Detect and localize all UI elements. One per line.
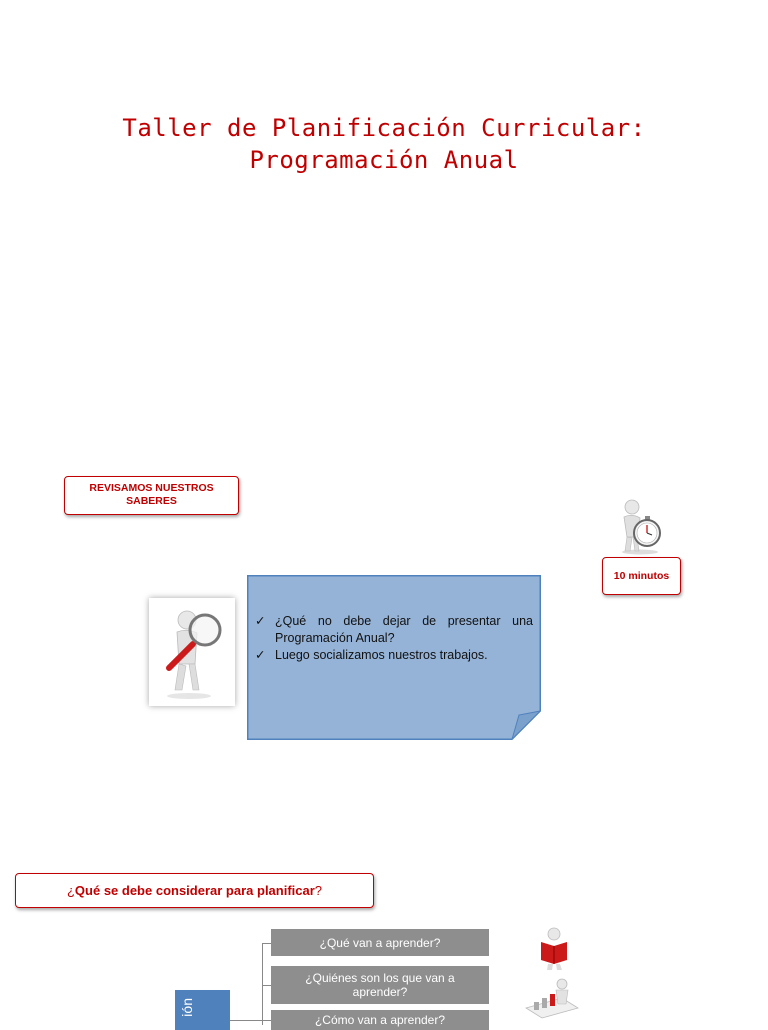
diagram-bracket xyxy=(262,943,263,1025)
timer-label xyxy=(602,557,681,595)
book-figure-icon xyxy=(533,926,575,970)
considerar-label xyxy=(15,873,374,908)
bracket-tick xyxy=(262,943,271,944)
category-vertical-label: ión xyxy=(179,998,195,1017)
diagram-box-quienes xyxy=(271,966,489,1004)
note-list xyxy=(255,613,533,664)
planning-category-box xyxy=(175,990,230,1030)
diagram-box-text: ¿Cómo van a aprender? xyxy=(314,1013,446,1027)
checkmark-icon: ✓ xyxy=(255,648,266,662)
note-item xyxy=(255,647,533,664)
stopwatch-figure-icon xyxy=(618,497,664,555)
question-open: ¿ xyxy=(66,883,75,898)
diagram-box-como xyxy=(271,1010,489,1030)
saberes-line-1: REVISAMOS NUESTROS xyxy=(89,482,214,494)
magnifier-figure-icon xyxy=(149,598,235,706)
chart-figure-icon xyxy=(522,978,582,1022)
bracket-tick xyxy=(262,985,271,986)
diagram-box-text: ¿Qué van a aprender? xyxy=(319,935,441,950)
considerar-text: Qué se debe considerar para planificar xyxy=(74,883,315,898)
bracket-tick xyxy=(262,1020,271,1021)
question-close: ? xyxy=(314,883,323,898)
revisamos-saberes-label xyxy=(64,476,239,515)
diagram-box-que xyxy=(271,929,489,956)
page-title xyxy=(0,112,768,176)
diagram-box-text: ¿Quiénes son los que van a aprender? xyxy=(305,971,455,999)
title-line-1: Taller de Planificación Curricular: xyxy=(122,114,646,142)
question-note xyxy=(247,575,541,740)
note-item-text: ¿Qué no debe dejar de presentar una Programación Anual? xyxy=(275,614,533,645)
checkmark-icon: ✓ xyxy=(255,614,266,628)
title-line-2: Programación Anual xyxy=(249,146,519,174)
timer-text: 10 minutos xyxy=(613,570,670,582)
note-item xyxy=(255,613,533,647)
note-item-text: Luego socializamos nuestros trabajos. xyxy=(275,648,488,662)
diagram-connector xyxy=(230,1020,262,1021)
saberes-line-2: SABERES xyxy=(126,495,177,507)
